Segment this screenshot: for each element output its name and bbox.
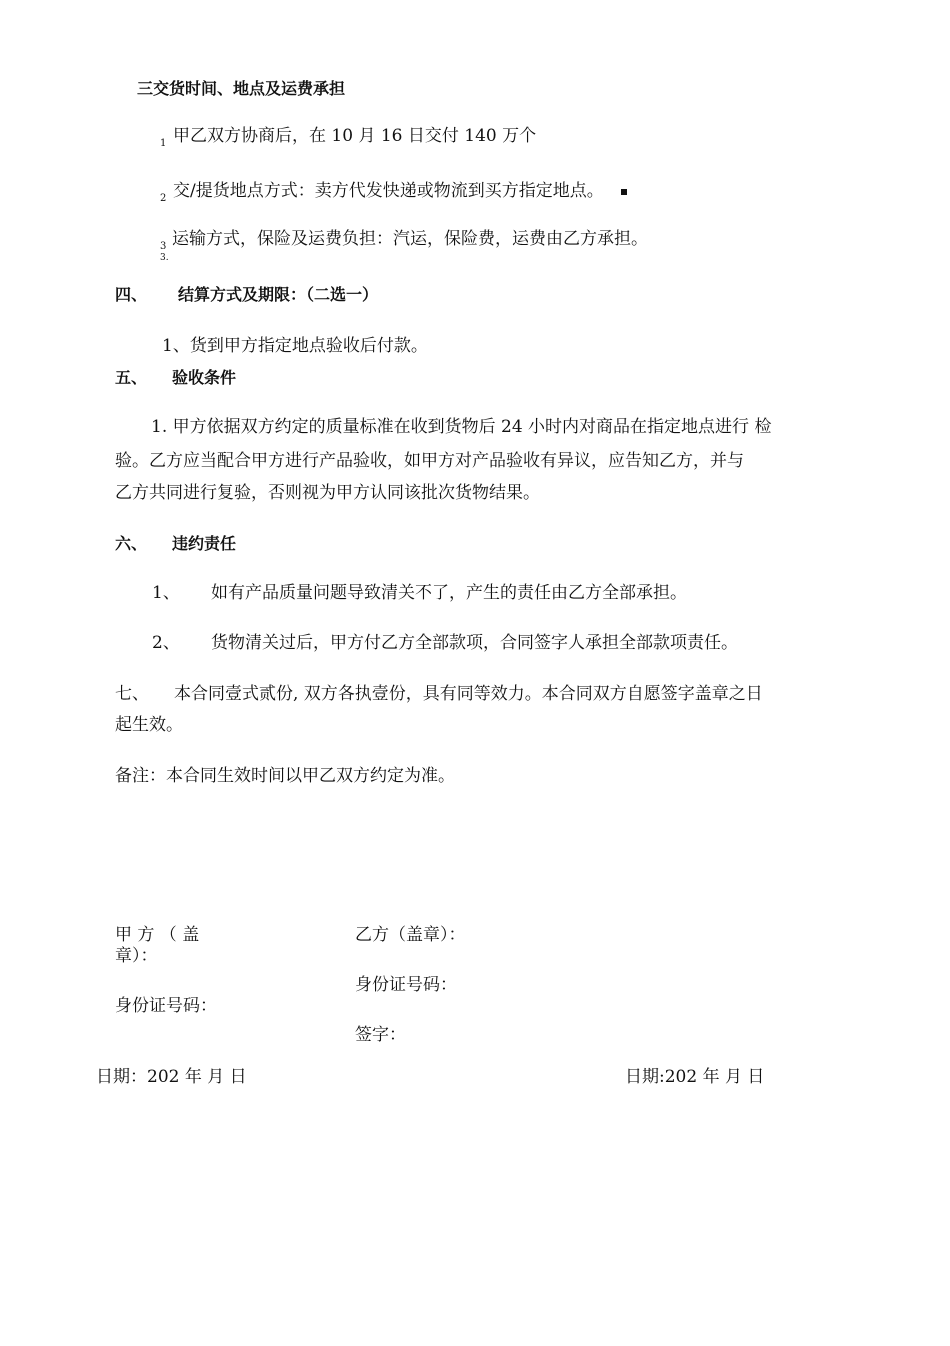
section5-para-line2: 验。乙方应当配合甲方进行产品验收，如甲方对产品验收有异议，应告知乙方，并与 [115,451,744,471]
section6-heading: 违约责任 [172,534,237,553]
section4-heading: 结算方式及期限：（二选一） [178,285,379,304]
section4-number: 四、 [115,285,148,304]
section3-item1 [160,125,536,147]
section5-para-line1: 1. 甲方依据双方约定的质量标准在收到货物后 24 小时内对商品在指定地点进行 检 [151,417,772,437]
section5-number: 五、 [115,368,148,387]
party-a-seal-line2: 章）： [115,946,158,966]
party-b-seal: 乙方（盖章）： [355,925,466,945]
party-a-id-number: 身份证号码： [115,996,217,1016]
section5-para-line3: 乙方共同进行复验，否则视为甲方认同该批次货物结果。 [115,483,540,503]
section7-number: 七、 [115,684,149,704]
section6-item1-number: 1、 [152,583,180,603]
party-b-id-number: 身份证号码： [355,975,457,995]
item-number: 3 [160,241,167,252]
section3-item2 [160,180,627,202]
section7-line2: 起生效。 [115,715,183,735]
section7-line1: 本合同壹式贰份, 双方各执壹份，具有同等效力。本合同双方自愿签字盖章之日 [174,684,763,704]
bullet-square-icon [621,189,627,195]
note: 备注：本合同生效时间以甲乙双方约定为准。 [115,766,455,786]
section6-number: 六、 [115,534,148,553]
section4-item1: 1、货到甲方指定地点验收后付款。 [162,336,428,356]
section6-item2-text: 货物清关过后，甲方付乙方全部款项，合同签字人承担全部款项责任。 [211,633,738,653]
item-text: 甲乙双方协商后，在 10 月 16 日交付 140 万个 [173,126,537,146]
section6-item2-number: 2、 [152,633,180,653]
section3-item3 [160,228,648,263]
item-text: 运输方式，保险及运费负担：汽运，保险费，运费由乙方承担。 [172,229,648,249]
item-number-small: 3. [160,253,169,263]
party-b-signature: 签字： [355,1025,406,1045]
section3-heading: 三交货时间、地点及运费承担 [137,79,346,98]
item-number: 2 [160,193,167,204]
section5-heading: 验收条件 [172,368,237,387]
item-number: 1 [160,138,167,149]
item-text: 交/提货地点方式：卖方代发快递或物流到买方指定地点。 [173,181,604,201]
party-a-date: 日期：202 年 月 日 [96,1067,247,1087]
party-b-date: 日期:202 年 月 日 [625,1067,765,1087]
section6-item1-text: 如有产品质量问题导致清关不了，产生的责任由乙方全部承担。 [211,583,687,603]
party-a-seal-line1: 甲 方 （ 盖 [115,925,200,945]
